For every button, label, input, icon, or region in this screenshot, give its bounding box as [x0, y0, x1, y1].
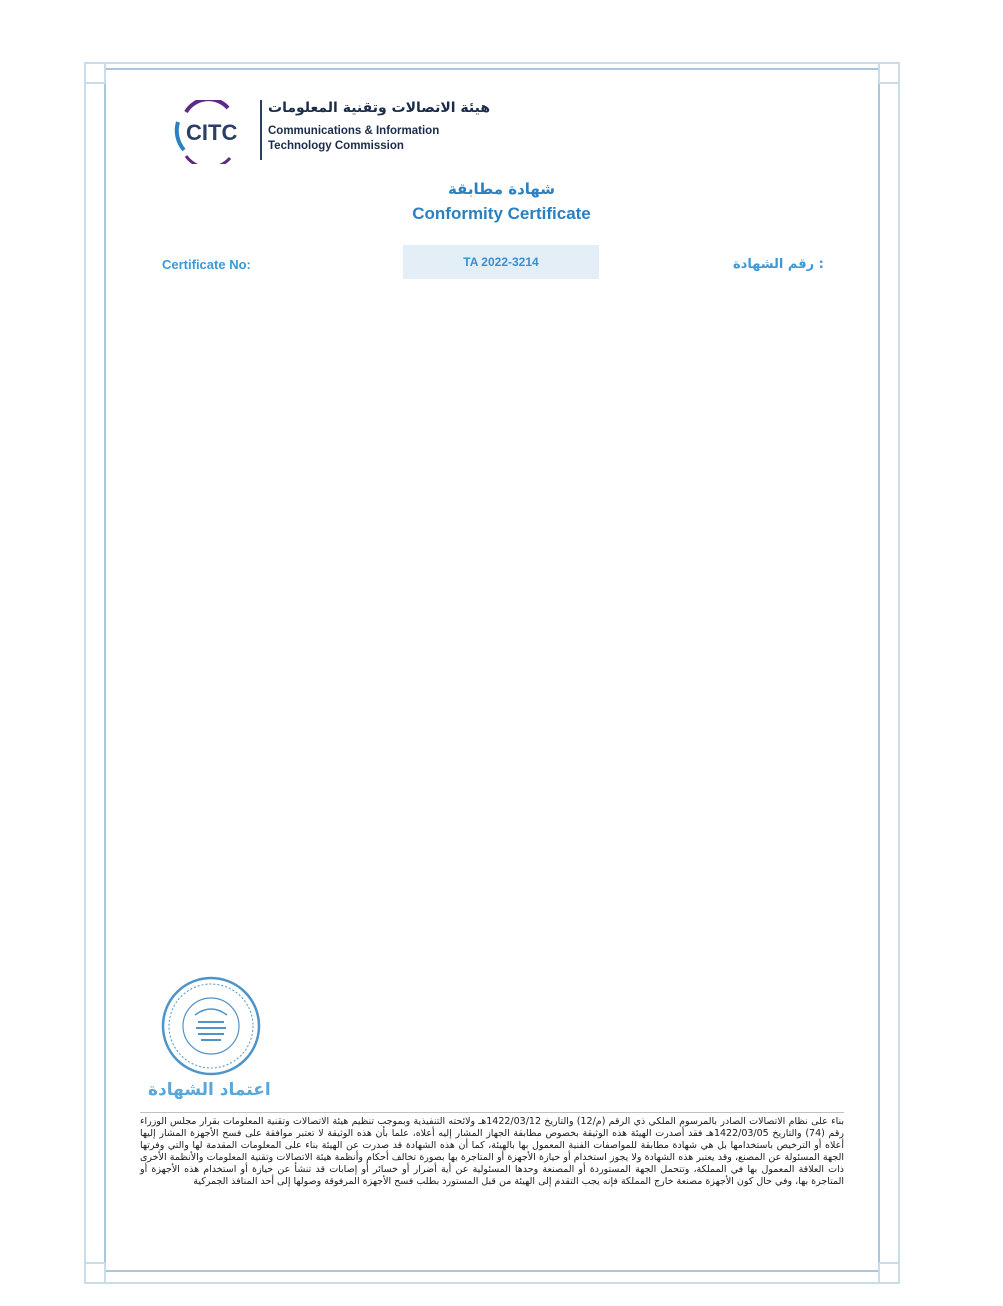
logo-divider: [260, 100, 262, 160]
organization-name-en-line1: Communications & Information: [268, 125, 440, 137]
organization-name-ar: هيئة الاتصالات وتقنية المعلومات: [268, 100, 491, 116]
legal-notice: بناء على نظام الاتصالات الصادر بالمرسوم الملكي ذي الرقم (م/12) والتاريخ 1422/03/12هـ ولائحته التنفيذية وبموجب تنظيم هيئة الاتصالات وتقنية المعلومات بقرار مجلس الوزراء رقم (74) والتاريخ 1422/03/05هـ فقد أصدرت الهيئة هذه الوثيقة بخصوص مطابقة الجهاز المشار إليه أعلاه، علما بأن هذه الوثيقة لا تعتبر موافقة على فسح الأجهزة المشار إليها أعلاه أو الترخيص باستخدامها بل هي شهادة مطابقة للمواصفات الفنية المعمول بها بالهيئة، كما أن هذه الشهادة قد صدرت عن الهيئة بناء على المعلومات المقدمة لها والتي وفرتها الجهة المسئولة عن المصنع، وقد يعتبر هذه الشهادة ولا يجوز استخدام أو حيازة الأجهزة أو المتاجرة بها بصورة تخالف أحكام وأنظمة هيئة الاتصالات وتقنية المعلومات والأنظمة الأخرى ذات العلاقة المعمول بها في المملكة، وتتحمل الجهة المستوردة أو المصنعة وحدها المسئولية عن أية أضرار أو خسائر أو إصابات قد تنشأ عن حيازة أو استخدام هذه الأجهزة أو المتاجرة بها، وفي حال كون الأجهزة مصنعة خارج المملكة فإنه يجب التقدم إلى الهيئة من قبل المستورد بطلب فسح الأجهزة المرفوقة وصولها إلى أحد المنافذ الجمركية: [140, 1116, 844, 1187]
certificate-title-ar: شهادة مطابقة: [447, 180, 556, 198]
certificate-number: TA 2022-3214: [463, 255, 539, 269]
logo-text: CITC: [186, 120, 238, 145]
certificate-number-label-en: Certificate No:: [162, 257, 251, 272]
legal-divider: [140, 1112, 844, 1113]
corner-ornament: [878, 62, 900, 84]
citc-logo-icon: [168, 100, 258, 164]
certificate-number-label-ar: رقم الشهادة :: [733, 257, 824, 272]
corner-ornament: [878, 1262, 900, 1284]
official-seal-icon: [160, 975, 262, 1077]
organization-name-en: [268, 124, 439, 154]
organization-name-en-line2: Technology Commission: [268, 140, 404, 152]
corner-ornament: [84, 62, 106, 84]
certificate-number-box: [403, 245, 599, 279]
certificate-title-en: Conformity Certificate: [412, 204, 591, 223]
corner-ornament: [84, 1262, 106, 1284]
accreditation-label: اعتماد الشهادة: [148, 1080, 271, 1100]
